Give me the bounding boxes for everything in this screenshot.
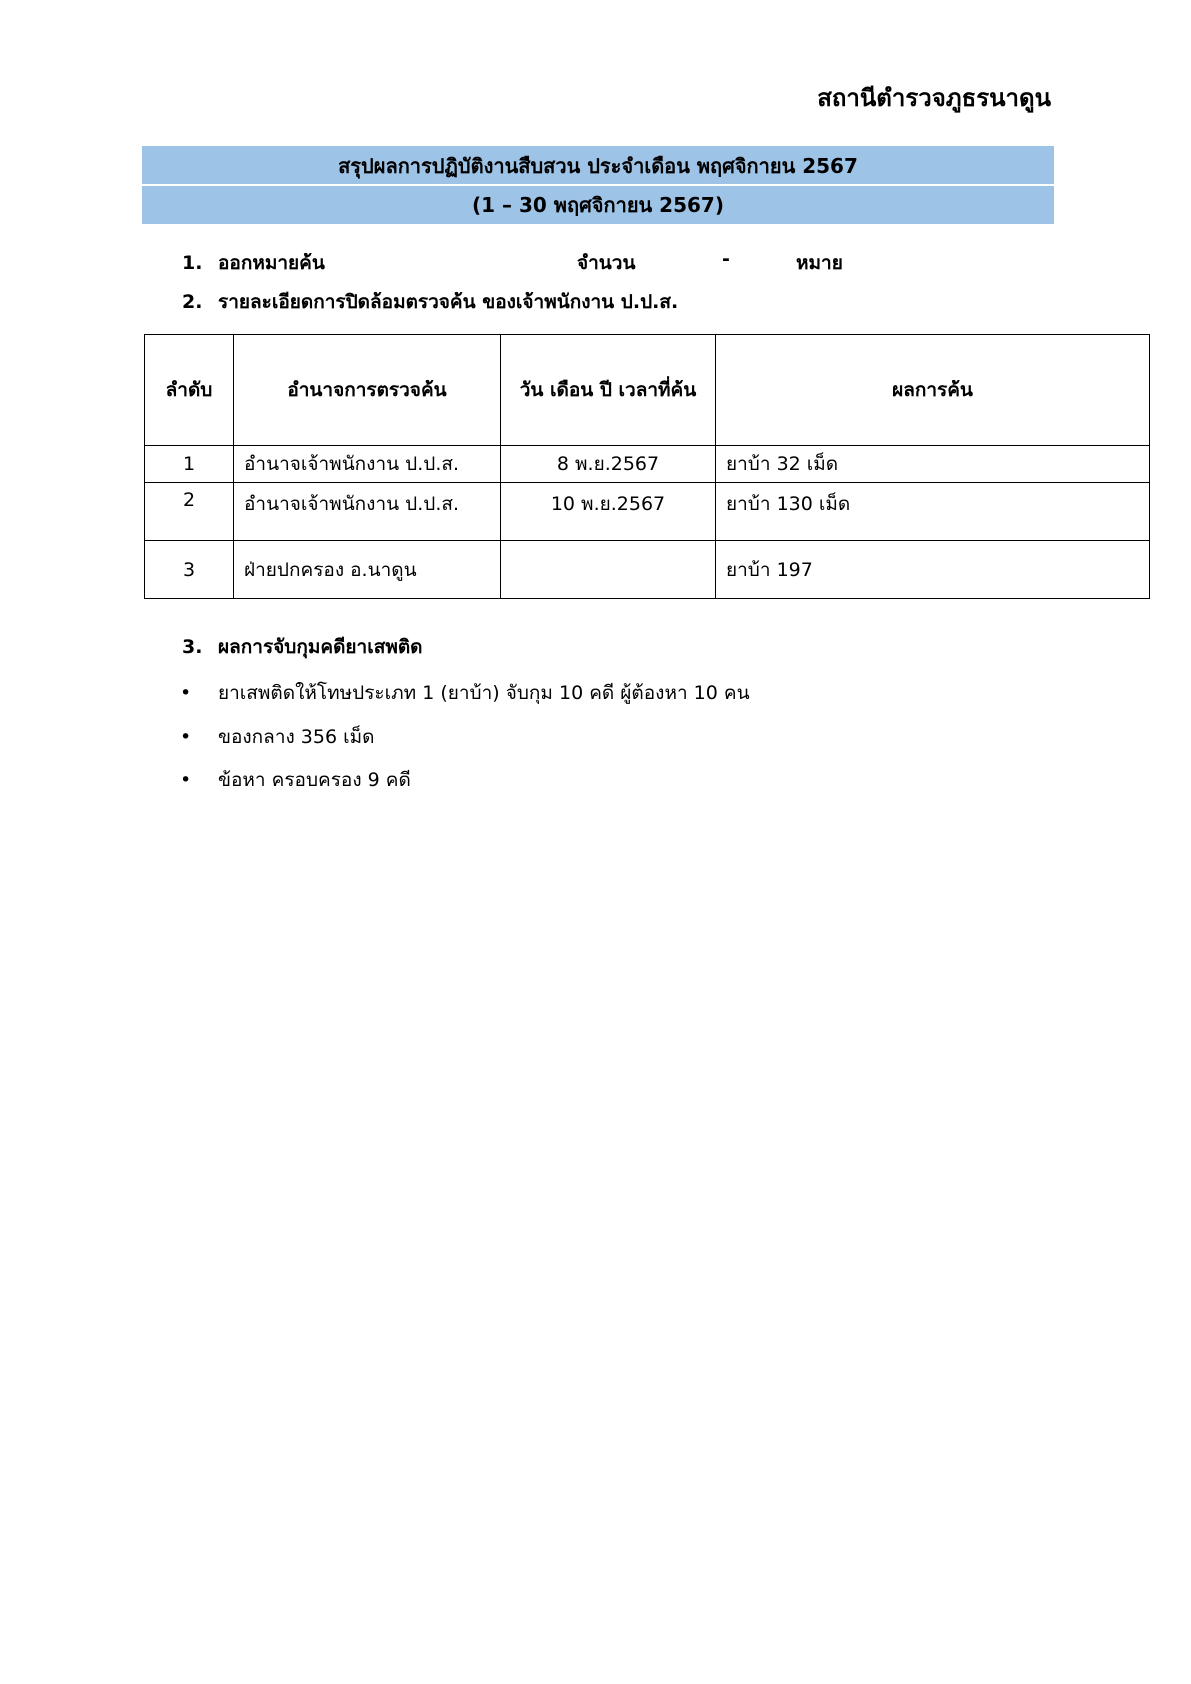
bullet-text: ยาเสพติดให้โทษประเภท 1 (ยาบ้า) จับกุม 10 คดี ผู้ต้องหา 10 คน xyxy=(218,682,750,704)
cell-result: ยาบ้า 197 xyxy=(716,541,1150,599)
quantity-label: จำนวน xyxy=(577,252,636,274)
header-authority: อำนาจการตรวจค้น xyxy=(234,335,501,446)
table-row xyxy=(145,483,1150,541)
cell-authority: ฝ่ายปกครอง อ.นาดูน xyxy=(234,541,501,599)
cell-datetime xyxy=(501,541,716,599)
item-text: รายละเอียดการปิดล้อมตรวจค้น ของเจ้าพนักงาน ป.ป.ส. xyxy=(218,291,679,313)
cell-authority: อำนาจเจ้าพนักงาน ป.ป.ส. xyxy=(234,446,501,483)
header-order: ลำดับ xyxy=(145,335,234,446)
table-row xyxy=(145,446,1150,483)
station-name: สถานีตำรวจภูธรนาดูน xyxy=(817,84,1051,112)
cell-order: 1 xyxy=(145,446,234,483)
bullet-icon: • xyxy=(180,682,192,704)
item-number: 1. xyxy=(182,252,203,274)
header-datetime: วัน เดือน ปี เวลาที่ค้น xyxy=(501,335,716,446)
cell-result: ยาบ้า 130 เม็ด xyxy=(716,483,1150,541)
item-text: ผลการจับกุมคดียาเสพติด xyxy=(218,636,423,658)
item-drug-arrests xyxy=(182,632,423,662)
bullet-icon: • xyxy=(180,769,192,791)
cell-result: ยาบ้า 32 เม็ด xyxy=(716,446,1150,483)
table-header-row xyxy=(145,335,1150,446)
list-item xyxy=(180,722,374,752)
quantity-value: - xyxy=(722,248,730,270)
quantity-unit: หมาย xyxy=(796,252,843,274)
search-results-table xyxy=(144,334,1150,599)
header-result: ผลการค้น xyxy=(716,335,1150,446)
cell-datetime: 8 พ.ย.2567 xyxy=(501,446,716,483)
item-number: 2. xyxy=(182,291,203,313)
cell-order: 2 xyxy=(145,483,234,541)
cell-order: 3 xyxy=(145,541,234,599)
item-search-details xyxy=(182,287,678,317)
item-text: ออกหมายค้น xyxy=(218,252,325,274)
table-row xyxy=(145,541,1150,599)
cell-authority: อำนาจเจ้าพนักงาน ป.ป.ส. xyxy=(234,483,501,541)
cell-datetime: 10 พ.ย.2567 xyxy=(501,483,716,541)
bullet-icon: • xyxy=(180,726,192,748)
bullet-text: ข้อหา ครอบครอง 9 คดี xyxy=(218,769,411,791)
report-period: (1 – 30 พฤศจิกายน 2567) xyxy=(142,186,1054,224)
item-number: 3. xyxy=(182,636,203,658)
list-item xyxy=(180,765,411,795)
item-search-warrant xyxy=(182,248,843,278)
list-item xyxy=(180,678,750,708)
bullet-text: ของกลาง 356 เม็ด xyxy=(218,726,375,748)
report-title: สรุปผลการปฏิบัติงานสืบสวน ประจำเดือน พฤศจิกายน 2567 xyxy=(142,146,1054,184)
